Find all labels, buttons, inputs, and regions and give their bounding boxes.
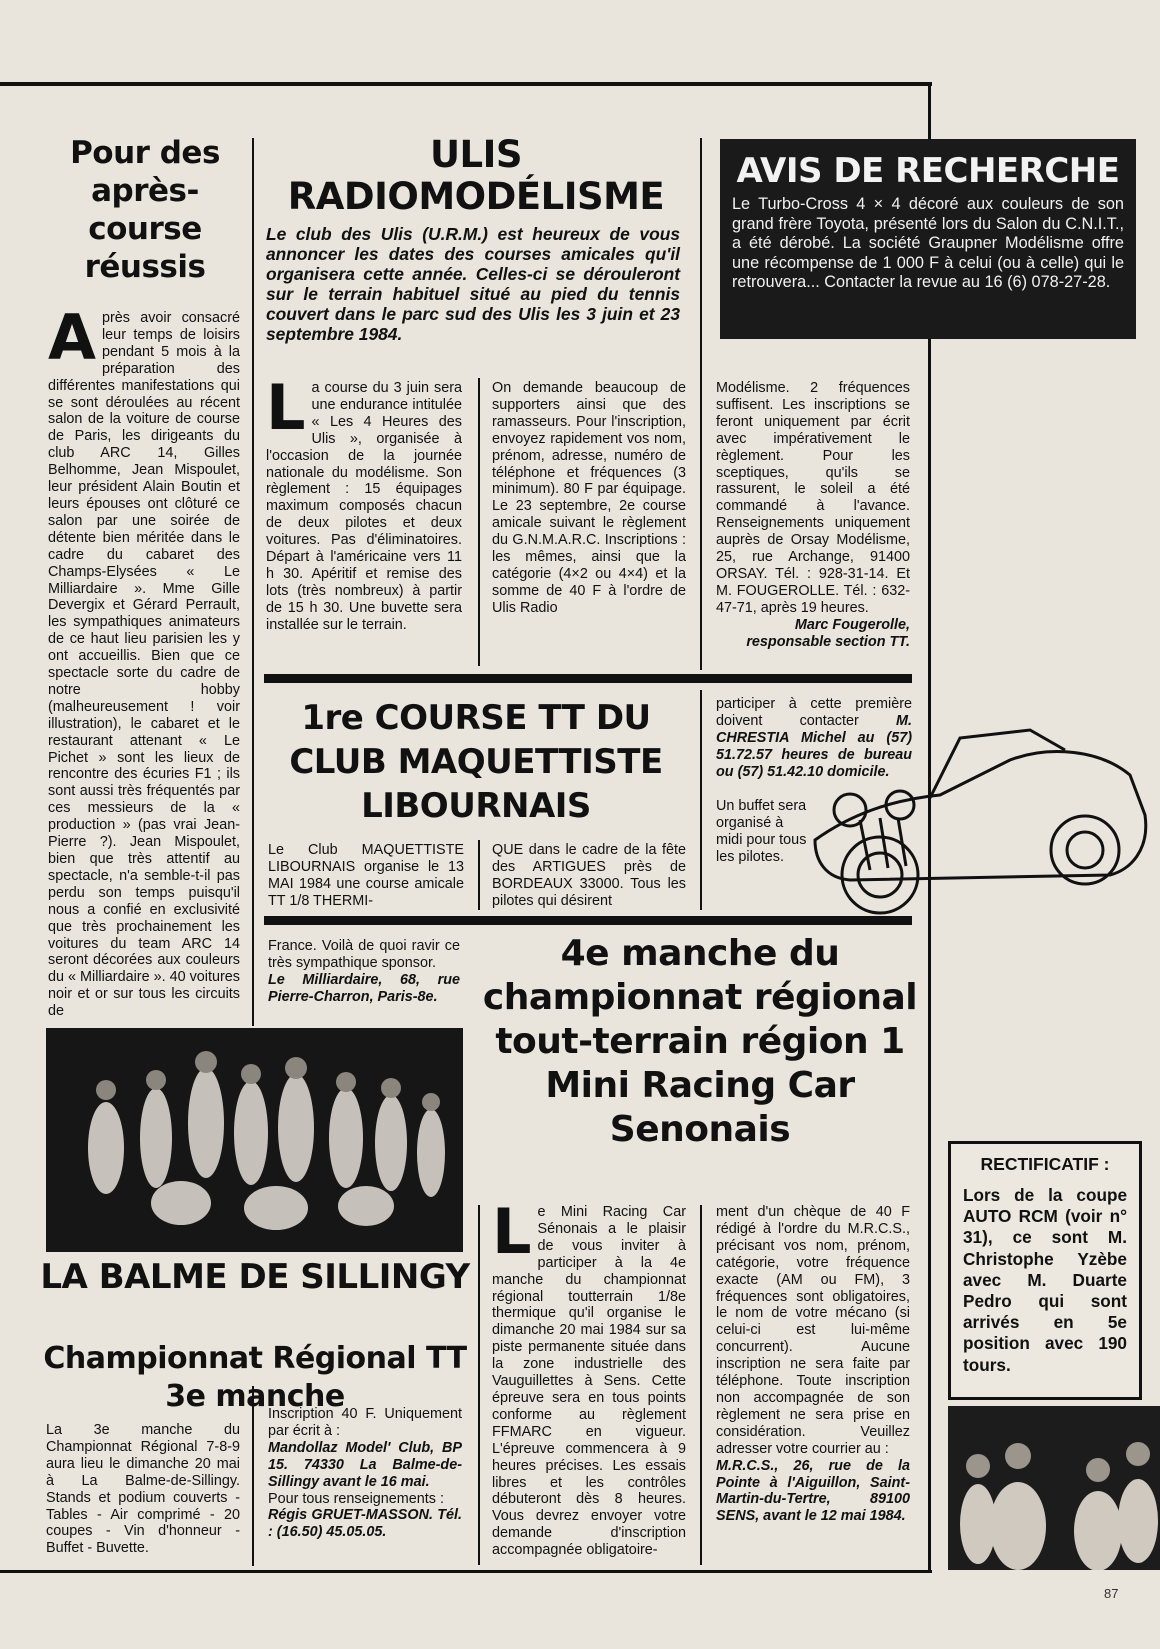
avis-text: Le Turbo-Cross 4 × 4 décoré aux couleurs de son grand frère Toyota, présenté lors du Salon du C.N.I.T., a été dérobé. La société Graupner Modélisme offre une récompense de 1 000 F à celui (ou à celle) qui le retrouvera... Contacter la revue au 16 (6) 078-27-28. <box>732 195 1124 291</box>
quatrieme-title: 4e manche du championnat régional tout-terrain région 1 Mini Racing Car Senonais <box>482 933 918 1150</box>
body-text: a course du 3 juin sera une endurance intitulée « Les 4 Heures des Ulis », organisée à l'occasion de la journée nationale du modélisme. Son règlement : 15 équipages maximum composés chacun de deux pilotes et deux voitures. Pas d'éliminatoires. Départ à l'américaine vers 11 h 30. Apéritif et remise des lots (très nombreux) à partir de 15 h 30. Une buvette sera installée sur le terrain. <box>266 380 462 633</box>
balme-col-b <box>268 1406 462 1541</box>
group-photo <box>948 1406 1160 1570</box>
column-rule <box>478 1205 480 1565</box>
signature: Marc Fougerolle, <box>794 616 910 633</box>
contact-text: M. CHRESTIA Michel au (57) 51.72.57 heures de bureau ou (57) 51.42.10 domicile. <box>716 712 912 780</box>
article-title: Pour des après-course réussis <box>70 135 220 285</box>
drop-cap: A <box>48 301 96 374</box>
body-text: Le Club MAQUETTISTE LIBOURNAIS organise le 13 MAI 1984 une course amicale TT 1/8 THERMI- <box>268 842 464 909</box>
cabaret-photo <box>46 1028 463 1252</box>
body-text: Un buffet sera organisé à midi pour tous les pilotes. <box>716 798 807 865</box>
drop-cap: L <box>492 1195 532 1268</box>
body-text: e Mini Racing Car Sénonais a le plaisir de vous inviter à participer à la 4e manche du championnat régional toutterrain 1/8e thermique qu'il organise le dimanche 20 mai 1984 sur sa piste permanente située dans la zone industrielle des Vauguillettes à Sens. Cette épreuve sera en tous points conforme au règlement FFMARC en vigueur. L'épreuve commencera à 9 heures précises. Les essais libres et les contrôles débuteront dès 8 heures. Vous devrez envoyer votre demande d'inscription accompagnée obligatoire- <box>492 1204 686 1559</box>
rectificatif-title: RECTIFICATIF : <box>980 1154 1110 1174</box>
column-rule <box>700 138 702 670</box>
ulis-col-c <box>716 380 910 651</box>
body-text: participer à cette première doivent contacter <box>716 696 912 729</box>
libourne-title: 1re COURSE TT DU CLUB MAQUETTISTE LIBOURNAIS <box>289 698 663 826</box>
libourne-col-a <box>268 842 464 910</box>
people-image <box>948 1406 1160 1570</box>
column-rule <box>478 378 480 666</box>
ulis-intro: Le club des Ulis (U.R.M.) est heureux de vous annoncer les dates des courses amicales qu'il organisera cette année. Celles-ci se dérouleront sur le terrain habituel situé au pied du tennis couvert dans le parc sud des Ulis les 3 juin et 23 septembre 1984. <box>266 224 680 344</box>
article-body <box>48 301 240 1020</box>
ulis-title-2: RADIOMODÉLISME <box>287 175 665 218</box>
balme-subtitle: Championnat Régional TT 3e manche <box>43 1341 467 1414</box>
article-continuation <box>268 938 460 1006</box>
body-text: près avoir consacré leur temps de loisirs pendant 5 mois à la préparation des différentes manifestations qui se sont déroulées au récent salon de la voiture de course de Paris, les dirigeants du club ARC 14, Gilles Belhomme, Jean Mispoulet, leur président Alain Boutin et leurs épouses ont clôturé ce salon par une soirée de détente bien méritée dans le cadre du cabaret des Champs-Elysées « Le Milliardaire ». Mme Gille Devergix et Gérard Perrault, les sympathiques animateurs de ce haut lieu parisien les y ont accueillis. Bien que ce spectacle sorte du cadre de notre hobby (malheureusement ! voir illustration), le cabaret et le restaurant attenant « Le Pichet » sont les lieux de rencontre des écuries F1 ; ils sont aussi très fréquentés par ces messieurs de la « production » (pas vrai Jean-Pierre ?). Jean Mispoulet, bien que très attentif au spectacle, n'a semble-t-il pas perdu son temps puisqu'il nous a confié en exclusivité que très prochainement les voitures du team ARC 14 seront décorées aux couleurs du « Milliardaire ». 40 voitures noir et or sur tous les circuits de <box>48 310 240 1020</box>
body-text: Modélisme. 2 fréquences suffisent. Les inscriptions se feront uniquement par écrit avec impérativement le règlement. Pour les sceptiques, qu'ils se rassurent, le soleil a été commandé à l'avance. Renseignements uniquement auprès de Orsay Modélisme, 25, rue Archange, 91400 ORSAY. Tél. : 928-31-14. Et M. FOUGEROLLE. Tél. : 632-47-71, après 19 heures. <box>716 380 910 616</box>
rectificatif-box <box>948 1141 1142 1400</box>
car-illustration <box>810 720 1155 930</box>
section-divider <box>264 674 912 683</box>
column-rule <box>478 840 480 910</box>
quatrieme-col-a <box>492 1195 686 1559</box>
column-rule <box>700 1205 702 1565</box>
avis-box <box>720 139 1136 339</box>
column-rule <box>252 138 254 1026</box>
address-text: Mandollaz Model' Club, BP 15. 74330 La Balme-de-Sillingy avant le 16 mai. <box>268 1439 462 1490</box>
ulis-col-a <box>266 371 462 634</box>
page-number: 87 <box>1104 1586 1119 1601</box>
page-frame-top <box>0 82 932 86</box>
balme-title: LA BALME DE SILLINGY <box>40 1257 470 1297</box>
body-text: ment d'un chèque de 40 F rédigé à l'ordre du M.R.C.S., précisant vos nom, prénom, catégorie, votre fréquence exacte (AM ou FM), 3 fréquences sont obligatoires, le nom de votre mécano (si celui-ci est lui-même concurrent). Aucune inscription ne sera faite par téléphone. Toute inscription non accompagnée de son règlement ne sera prise en considération. Veuillez adresser votre courrier au : <box>716 1204 910 1457</box>
body-text: France. Voilà de quoi ravir ce très sympathique sponsor. <box>268 938 460 971</box>
rectificatif-text: Lors de la coupe AUTO RCM (voir n° 31), ce sont M. Christophe Yzèbe avec M. Duarte Pedro qui sont arrivés en 5e position avec 190 tours. <box>963 1185 1127 1375</box>
drop-cap: L <box>266 371 306 444</box>
balme-col-a <box>46 1422 240 1557</box>
body-text: Pour tous renseignements : <box>268 1490 444 1507</box>
quatrieme-col-b <box>716 1204 910 1525</box>
address-text: Le Milliardaire, 68, rue Pierre-Charron, Paris-8e. <box>268 971 460 1005</box>
column-rule <box>700 690 702 910</box>
ulis-title-1: ULIS <box>429 133 523 176</box>
libourne-col-b <box>492 842 686 910</box>
body-text: QUE dans le cadre de la fête des ARTIGUES près de BORDEAUX 33000. Tous les pilotes qui désirent <box>492 842 686 909</box>
car-drawing <box>810 720 1155 930</box>
signature: responsable section TT. <box>746 633 910 650</box>
libourne-col-c-end <box>716 798 808 866</box>
ulis-col-b <box>492 380 686 617</box>
contact-text: Régis GRUET-MASSON. Tél. : (16.50) 45.05.05. <box>268 1507 462 1541</box>
dancers-image <box>46 1028 463 1252</box>
address-text: M.R.C.S., 26, rue de la Pointe à l'Aiguillon, Saint-Martin-du-Tertre, 89100 SENS, avant le 12 mai 1984. <box>716 1457 910 1525</box>
page-frame-bottom <box>0 1570 932 1573</box>
body-text: La 3e manche du Championnat Régional 7-8-9 aura lieu le dimanche 20 mai à La Balme-de-Sillingy. Stands et podium couverts - Tables - Air comprimé - 20 coupes - Vin d'honneur - Buffet - Buvette. <box>46 1422 240 1557</box>
body-text: Inscription 40 F. Uniquement par écrit à : <box>268 1406 462 1439</box>
avis-title: AVIS DE RECHERCHE <box>736 151 1120 191</box>
body-text: On demande beaucoup de supporters ainsi que des ramasseurs. Pour l'inscription, envoyez rapidement vos nom, prénom, adresse, numéro de téléphone et fréquences (3 minimum). 80 F par équipage. Le 23 septembre, 2e course amicale suivant le règlement du G.N.M.A.R.C. Inscriptions : les mêmes, ainsi que la catégorie (4×2 ou 4×4) et la somme de 40 F à l'ordre de Ulis Radio <box>492 380 686 616</box>
